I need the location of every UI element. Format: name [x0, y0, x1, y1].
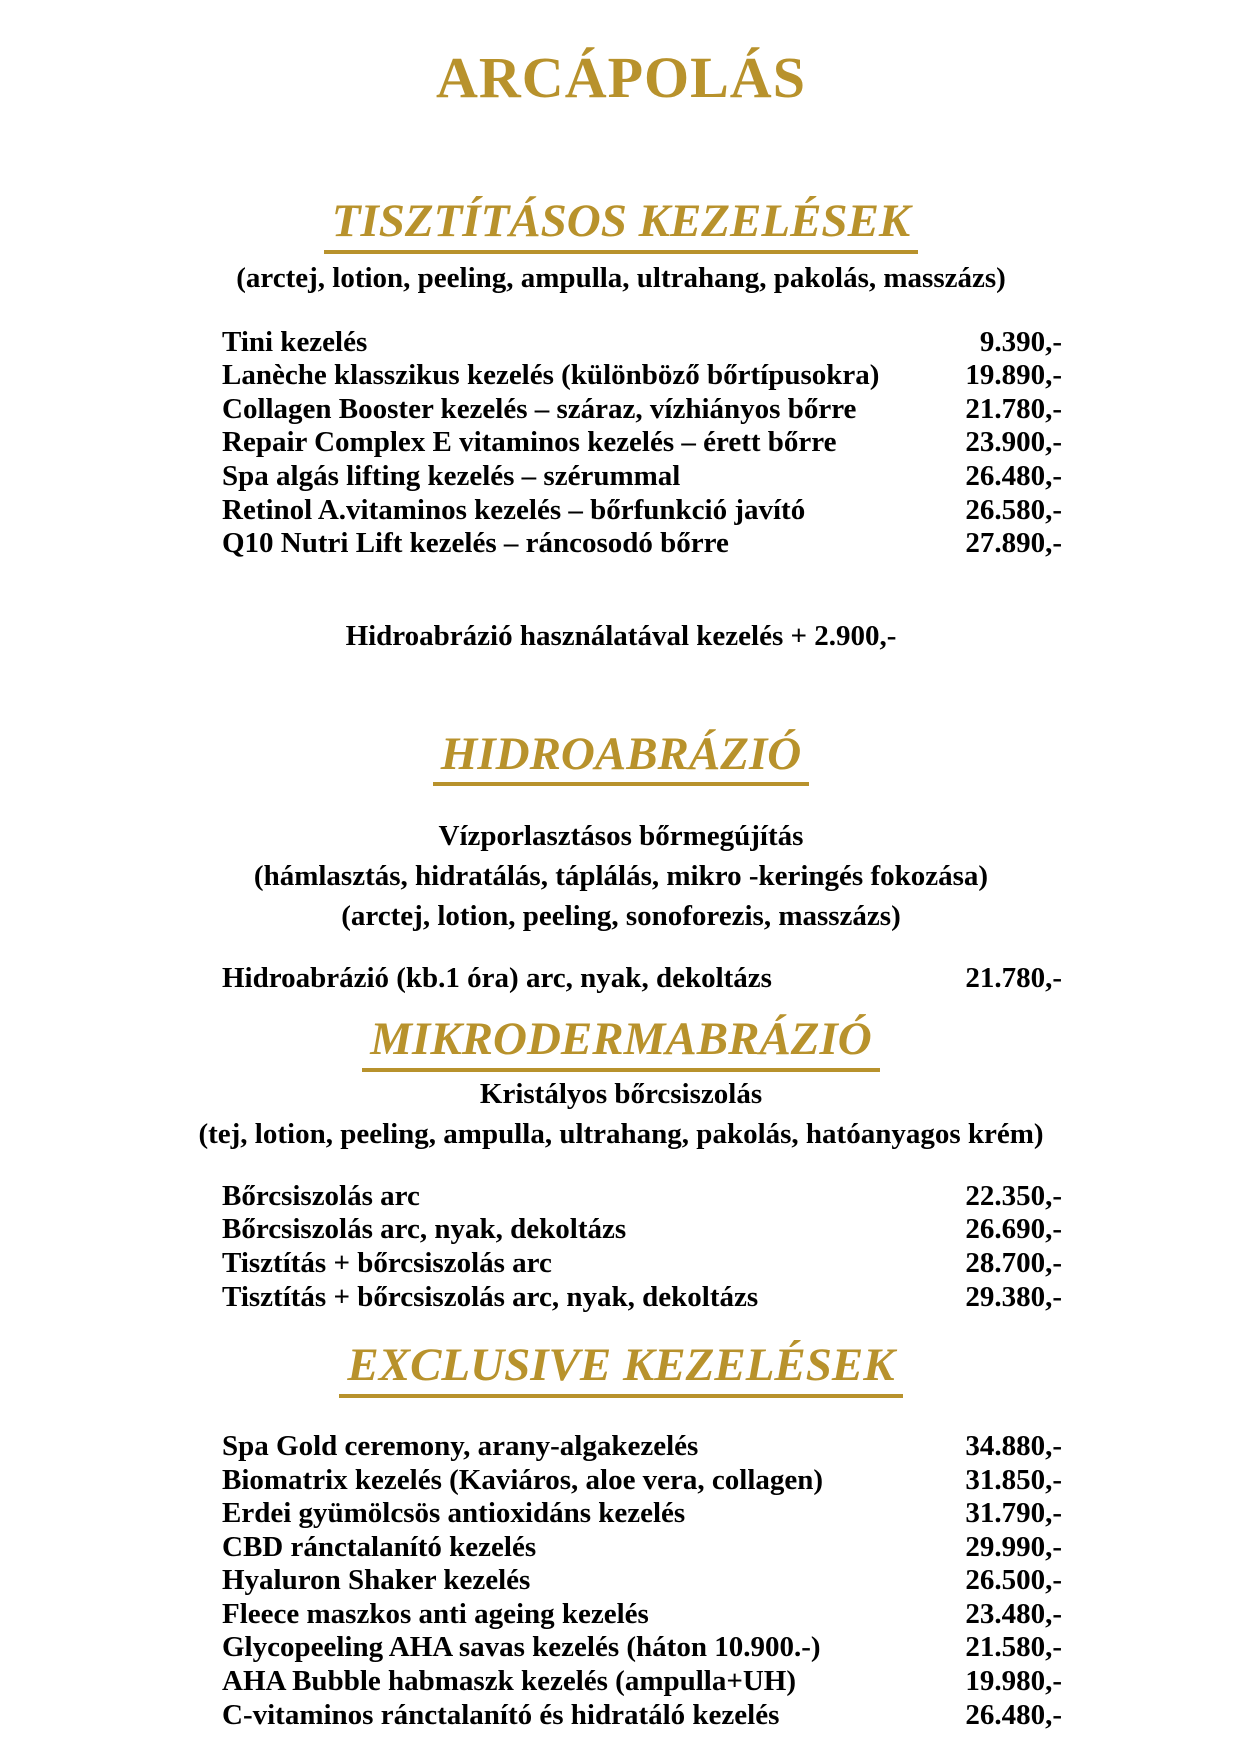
menu-item-row — [222, 1281, 1062, 1315]
item-price: 9.390,- — [979, 325, 1062, 358]
item-price: 23.480,- — [965, 1597, 1062, 1630]
section-exclusive — [0, 1340, 1242, 1398]
section-subline: Vízporlasztásos bőrmegújítás — [438, 820, 804, 853]
item-list — [222, 1180, 1062, 1314]
item-price: 19.980,- — [965, 1665, 1062, 1698]
item-name: Collagen Booster kezelés – száraz, vízhiányos bőrre — [222, 392, 857, 425]
menu-item-row — [222, 1598, 1062, 1632]
item-name: Spa Gold ceremony, arany-algakezelés — [222, 1429, 699, 1462]
item-name: Q10 Nutri Lift kezelés – ráncosodó bőrre — [222, 527, 729, 560]
item-price: 29.380,- — [965, 1280, 1062, 1313]
item-price: 19.890,- — [965, 359, 1062, 392]
menu-item-row — [222, 359, 1062, 393]
menu-item-row — [222, 393, 1062, 427]
menu-item-row — [222, 962, 1062, 996]
menu-item-row — [222, 1247, 1062, 1281]
menu-item-row — [222, 1464, 1062, 1498]
item-name: Tisztítás + bőrcsiszolás arc — [222, 1246, 552, 1279]
item-name: Tini kezelés — [222, 325, 368, 358]
item-list — [222, 1430, 1062, 1732]
item-list — [222, 962, 1062, 996]
item-price: 21.580,- — [965, 1631, 1062, 1664]
item-name: C-vitaminos ránctalanító és hidratáló kezelés — [222, 1698, 780, 1731]
surcharge-note: Hidroabrázió használatával kezelés + 2.900,- — [345, 619, 897, 652]
item-name: Repair Complex E vitaminos kezelés – érett bőrre — [222, 426, 837, 459]
menu-item-row — [222, 1180, 1062, 1214]
item-name: AHA Bubble habmaszk kezelés (ampulla+UH) — [222, 1665, 797, 1698]
menu-item-row — [222, 1497, 1062, 1531]
menu-item-row — [222, 460, 1062, 494]
item-price: 31.790,- — [965, 1497, 1062, 1530]
item-name: Lanèche klasszikus kezelés (különböző bőrtípusokra) — [222, 359, 880, 392]
section-heading: HIDROABRÁZIÓ — [433, 729, 809, 787]
item-price: 31.850,- — [965, 1463, 1062, 1496]
item-price: 23.900,- — [965, 426, 1062, 459]
menu-item-row — [222, 1531, 1062, 1565]
menu-item-row — [222, 1631, 1062, 1665]
section-subline: (hámlasztás, hidratálás, táplálás, mikro -keringés fokozása) — [253, 860, 989, 893]
section-heading: TISZTÍTÁSOS KEZELÉSEK — [324, 196, 919, 254]
menu-item-row — [222, 1665, 1062, 1699]
menu-item-row — [222, 1430, 1062, 1464]
item-price: 21.780,- — [965, 392, 1062, 425]
section-tisztitasos — [0, 196, 1242, 254]
section-subline: (arctej, lotion, peeling, ampulla, ultrahang, pakolás, masszázs) — [236, 261, 1006, 294]
menu-item-row — [222, 1213, 1062, 1247]
page-title: ARCÁPOLÁS — [436, 45, 806, 110]
item-price: 34.880,- — [965, 1429, 1062, 1462]
menu-item-row — [222, 326, 1062, 360]
section-hidroabrazio — [0, 729, 1242, 787]
section-heading: MIKRODERMABRÁZIÓ — [362, 1014, 880, 1072]
section-mikrodermabrazio — [0, 1014, 1242, 1072]
item-name: Retinol A.vitaminos kezelés – bőrfunkció javító — [222, 493, 806, 526]
item-price: 28.700,- — [965, 1246, 1062, 1279]
item-name: Tisztítás + bőrcsiszolás arc, nyak, dekoltázs — [222, 1280, 759, 1313]
item-name: Bőrcsiszolás arc — [222, 1179, 420, 1212]
item-name: Hidroabrázió (kb.1 óra) arc, nyak, dekoltázs — [222, 962, 772, 995]
item-list — [222, 326, 1062, 561]
item-name: Erdei gyümölcsös antioxidáns kezelés — [222, 1497, 686, 1530]
item-name: Biomatrix kezelés (Kaviáros, aloe vera, collagen) — [222, 1463, 824, 1496]
menu-item-row — [222, 527, 1062, 561]
section-subline: (arctej, lotion, peeling, sonoforezis, masszázs) — [341, 900, 901, 933]
item-price: 26.480,- — [965, 1698, 1062, 1731]
menu-item-row — [222, 426, 1062, 460]
item-name: Bőrcsiszolás arc, nyak, dekoltázs — [222, 1213, 627, 1246]
item-price: 22.350,- — [965, 1179, 1062, 1212]
section-subline: Kristályos bőrcsiszolás — [479, 1077, 763, 1110]
section-heading: EXCLUSIVE KEZELÉSEK — [339, 1340, 902, 1398]
item-price: 26.690,- — [965, 1213, 1062, 1246]
item-price: 26.580,- — [965, 493, 1062, 526]
item-price: 21.780,- — [965, 962, 1062, 995]
item-name: Glycopeeling AHA savas kezelés (háton 10.900.-) — [222, 1631, 821, 1664]
item-price: 26.480,- — [965, 459, 1062, 492]
item-name: Fleece maszkos anti ageing kezelés — [222, 1597, 649, 1630]
section-subline: (tej, lotion, peeling, ampulla, ultrahang, pakolás, hatóanyagos krém) — [198, 1117, 1044, 1150]
item-name: Hyaluron Shaker kezelés — [222, 1564, 531, 1597]
item-name: CBD ránctalanító kezelés — [222, 1530, 537, 1563]
menu-item-row — [222, 494, 1062, 528]
item-price: 27.890,- — [965, 527, 1062, 560]
menu-item-row — [222, 1699, 1062, 1733]
menu-item-row — [222, 1564, 1062, 1598]
item-name: Spa algás lifting kezelés – szérummal — [222, 459, 681, 492]
item-price: 26.500,- — [965, 1564, 1062, 1597]
item-price: 29.990,- — [965, 1530, 1062, 1563]
